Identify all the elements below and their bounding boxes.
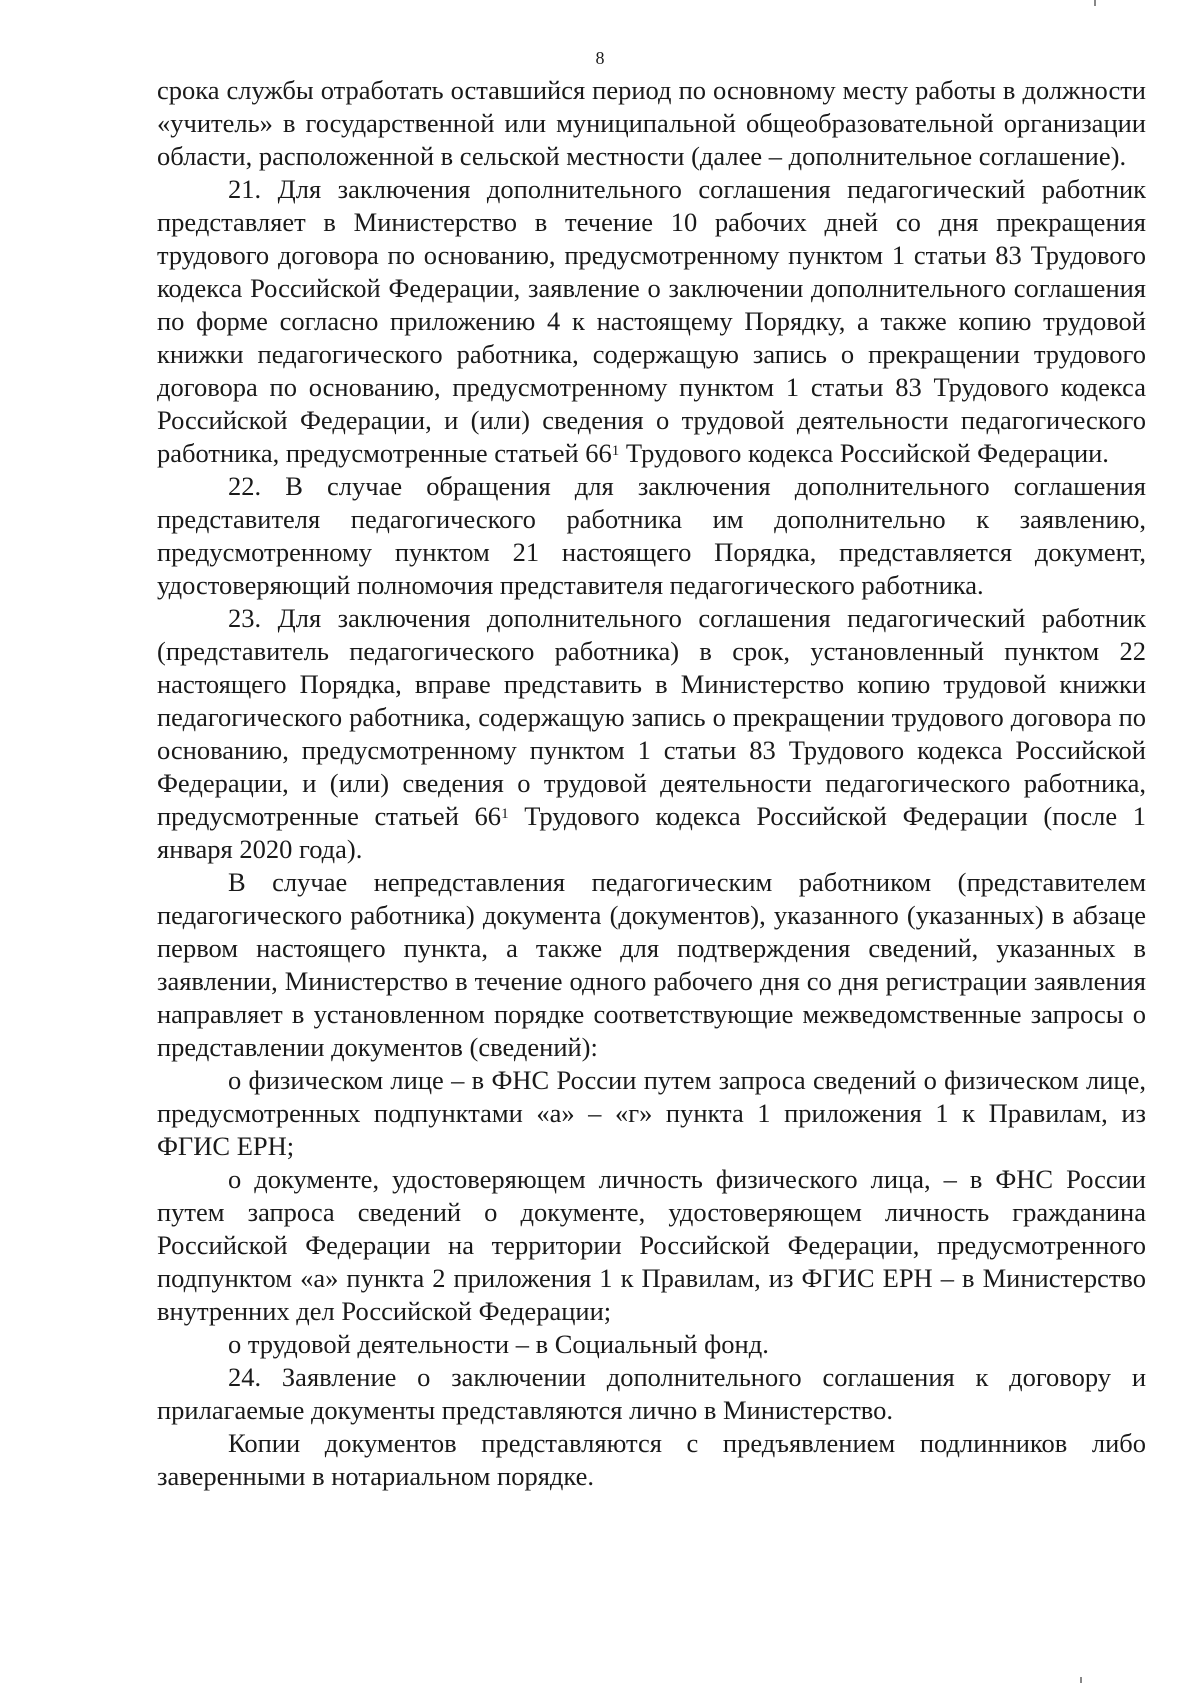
scan-edge-mark (1080, 1677, 1082, 1683)
paragraph-23-text: 23. Для заключения дополнительного соглашения педагогический работник (представитель педагогического работника) в срок, установленный пунктом 22 настоящего Порядка, вправе представить в Министерство копию трудовой книжки педагогического работника, содержащую запись о прекращении трудового договора по основанию, предусмотренному пунктом 1 статьи 83 Трудового кодекса Российской Федерации, и (или) сведения о трудовой деятельности педагогического работника, предусмотренные статьей 66 (157, 603, 1146, 831)
paragraph-request-identity: о документе, удостоверяющем личность физического лица, – в ФНС России путем запроса сведений о документе, удостоверяющем личность гражданина Российской Федерации на территории Российской Федерации, предусмотренного подпунктом «а» пункта 2 приложения 1 к Правилам, из ФГИС ЕРН – в Министерство внутренних дел Российской Федерации; (157, 1164, 1146, 1326)
scan-edge-mark (1094, 0, 1096, 6)
document-body (157, 74, 1146, 1493)
paragraph-21-tail: Трудового кодекса Российской Федерации. (619, 438, 1109, 468)
paragraph-24: 24. Заявление о заключении дополнительного соглашения к договору и прилагаемые документы представляются лично в Министерство. (157, 1362, 1146, 1425)
paragraph-21-text: 21. Для заключения дополнительного соглашения педагогический работник представляет в Министерство в течение 10 рабочих дней со дня прекращения трудового договора по основанию, предусмотренному пунктом 1 статьи 83 Трудового кодекса Российской Федерации, заявление о заключении дополнительного соглашения по форме согласно приложению 4 к настоящему Порядку, а также копию трудовой книжки педагогического работника, содержащую запись о прекращении трудового договора по основанию, предусмотренному пунктом 1 статьи 83 Трудового кодекса Российской Федерации, и (или) сведения о трудовой деятельности педагогического работника, предусмотренные статьей 66 (157, 174, 1146, 468)
paragraph-21 (157, 173, 1146, 470)
superscript-1: 1 (611, 443, 620, 459)
superscript-1: 1 (501, 806, 509, 822)
paragraph-request-labor: о трудовой деятельности – в Социальный фонд. (228, 1329, 769, 1359)
paragraph-copies: Копии документов представляются с предъявлением подлинников либо заверенными в нотариальном порядке. (157, 1428, 1146, 1491)
paragraph-continuation: срока службы отработать оставшийся период по основному месту работы в должности «учитель» в государственной или муниципальной общеобразовательной организации области, расположенной в сельской местности (далее – дополнительное соглашение). (157, 75, 1146, 171)
paragraph-23-tail: Трудового кодекса Российской Федерации (после 1 января 2020 года). (157, 801, 1147, 864)
paragraph-22: 22. В случае обращения для заключения дополнительного соглашения представителя педагогического работника им дополнительно к заявлению, предусмотренному пунктом 21 настоящего Порядка, представляется документ, удостоверяющий полномочия представителя педагогического работника. (157, 471, 1146, 600)
paragraph-23 (157, 602, 1146, 866)
page-number: 8 (595, 48, 605, 68)
paragraph-request-person: о физическом лице – в ФНС России путем запроса сведений о физическом лице, предусмотренных подпунктами «а» – «г» пункта 1 приложения 1 к Правилам, из ФГИС ЕРН; (157, 1065, 1146, 1161)
paragraph-23-requests: В случае непредставления педагогическим работником (представителем педагогического работника) документа (документов), указанного (указанных) в абзаце первом настоящего пункта, а также для подтверждения сведений, указанных в заявлении, Министерство в течение одного рабочего дня со дня регистрации заявления направляет в установленном порядке соответствующие межведомственные запросы о представлении документов (сведений): (157, 867, 1146, 1062)
